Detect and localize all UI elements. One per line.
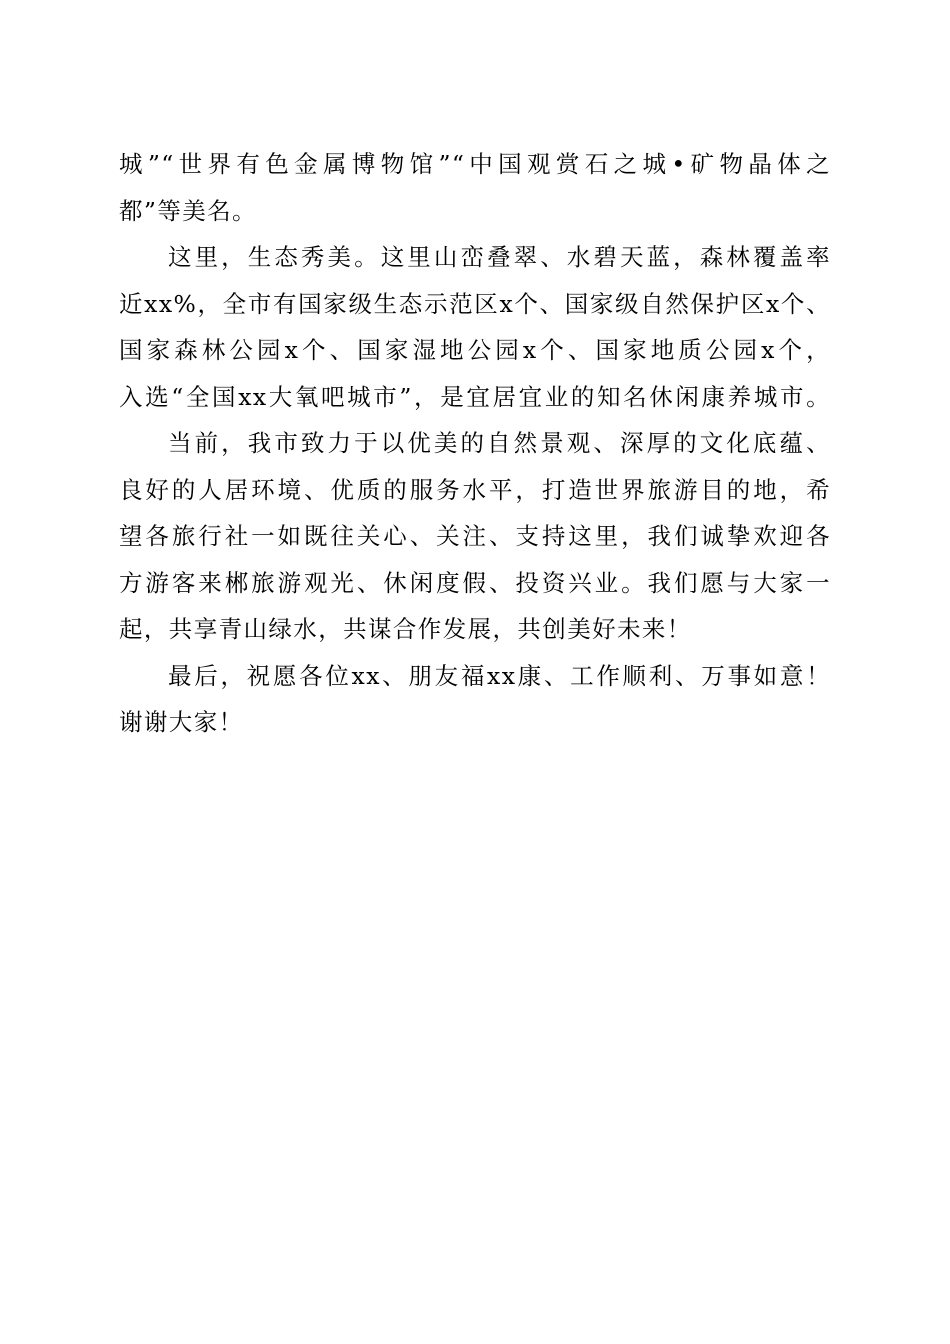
text-line: 起，共享青山绿水，共谋合作发展，共创美好未来！	[119, 615, 692, 643]
text-line: 国家森林公园x个、国家湿地公园x个、国家地质公园x个，	[119, 336, 831, 364]
text-line: 望各旅行社一如既往关心、关注、支持这里，我们诚挚欢迎各	[119, 522, 831, 550]
text-line: 方游客来郴旅游观光、休闲度假、投资兴业。我们愿与大家一	[119, 568, 831, 597]
text-line: 城”“世界有色金属博物馆”“中国观赏石之城•矿物晶体之	[119, 150, 831, 178]
text-line: 良好的人居环境、优质的服务水平，打造世界旅游目的地，希	[119, 475, 831, 504]
text-line: 当前，我市致力于以优美的自然景观、深厚的文化底蕴、	[168, 429, 831, 457]
text-line: 近xx%，全市有国家级生态示范区x个、国家级自然保护区x个、	[119, 289, 831, 318]
text-line: 入选“全国xx大氧吧城市”，是宜居宜业的知名休闲康养城市。	[119, 382, 831, 411]
text-line: 谢谢大家！	[119, 708, 244, 736]
document-body	[119, 141, 831, 746]
text-line: 这里，生态秀美。这里山峦叠翠、水碧天蓝，森林覆盖率	[168, 243, 831, 271]
text-line: 最后，祝愿各位xx、朋友福xx康、工作顺利、万事如意！	[168, 661, 831, 690]
text-line: 都”等美名。	[119, 196, 257, 225]
